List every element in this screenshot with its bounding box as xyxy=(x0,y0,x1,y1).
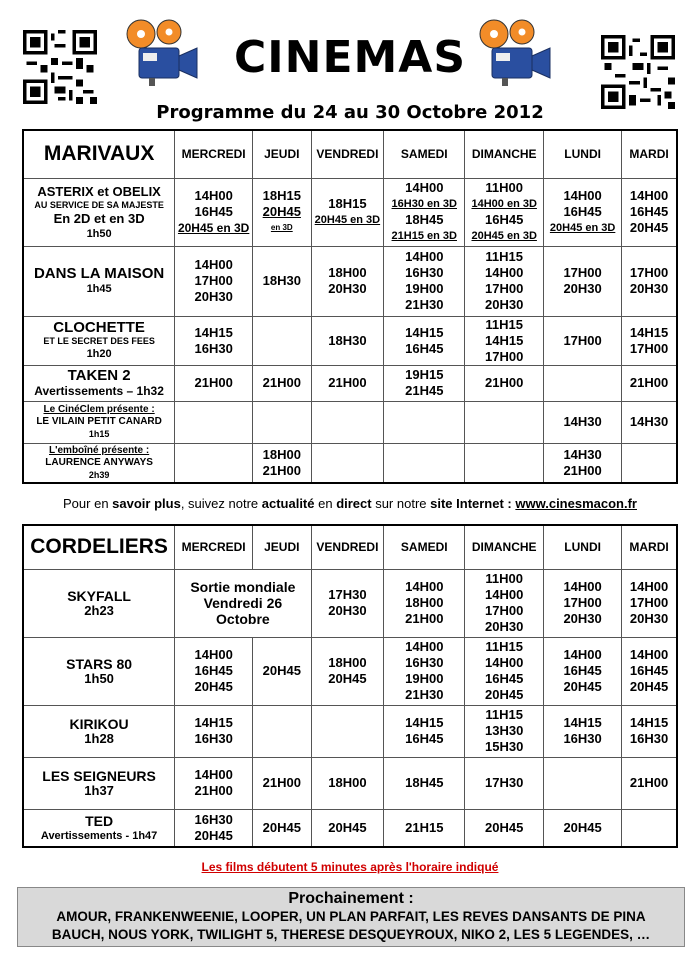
film-duration: 1h45 xyxy=(86,283,112,295)
showtime-cell xyxy=(622,809,677,847)
start-time-notice: Les films débutent 5 minutes après l'horaire indiqué xyxy=(201,860,499,874)
table-row xyxy=(23,757,677,809)
showtime-cell: 14H15 16H45 xyxy=(384,316,465,365)
showtime: 18H15 xyxy=(328,196,367,211)
showtime-cell xyxy=(544,757,622,809)
film-cell xyxy=(23,401,175,443)
table-row xyxy=(23,809,677,847)
day-header: MARDI xyxy=(622,130,677,178)
showtime-cell xyxy=(253,705,311,757)
showtime-cell: 21H00 xyxy=(622,365,677,401)
showtime-cell: 17H30 20H30 xyxy=(311,569,384,637)
info-text: direct xyxy=(336,496,372,511)
showtime-cell: 19H15 21H45 xyxy=(384,365,465,401)
showtime-cell: 17H00 20H30 xyxy=(622,246,677,316)
showtime-cell: 14H15 16H30 xyxy=(544,705,622,757)
cordeliers-schedule-table xyxy=(22,524,678,848)
showtime-cell: 11H15 14H00 16H45 20H45 xyxy=(465,637,544,705)
film-cell xyxy=(23,365,175,401)
day-header: LUNDI xyxy=(544,525,622,569)
showtime: 11H00 xyxy=(485,180,523,195)
showtime-cell: 11H15 14H15 17H00 xyxy=(465,316,544,365)
info-text: , suivez notre xyxy=(180,496,262,511)
film-cell xyxy=(23,809,175,847)
film-cell xyxy=(23,757,175,809)
showtime-cell: 18H00 xyxy=(311,757,384,809)
showtime-cell xyxy=(253,401,311,443)
showtime-cell: 21H00 xyxy=(311,365,384,401)
release-notice: Sortie mondiale Vendredi 26 Octobre xyxy=(175,569,311,637)
showtime-cell: 14H00 17H00 20H30 xyxy=(622,569,677,637)
showtime: 20H45 xyxy=(629,220,669,235)
film-camera-icon xyxy=(125,18,205,88)
upcoming-list-line: AMOUR, FRANKENWEENIE, LOOPER, UN PLAN PARFAIT, LES REVES DANSANTS DE PINA xyxy=(56,909,646,924)
website-info-line xyxy=(0,496,700,511)
film-title: STARS 80 xyxy=(66,656,133,672)
showtime-3d: 14H00 en 3D xyxy=(471,198,537,210)
showtime-cell: 21H00 xyxy=(622,757,677,809)
showtime: 18H15 xyxy=(262,188,301,203)
showtime-cell xyxy=(311,178,384,246)
film-title: KIRIKOU xyxy=(69,716,129,732)
film-title: LES SEIGNEURS xyxy=(42,768,156,784)
table-header-row xyxy=(23,130,677,178)
film-cell xyxy=(23,178,175,246)
showtime-cell: 14H30 xyxy=(622,401,677,443)
showtime-cell: 17H30 xyxy=(465,757,544,809)
film-cell xyxy=(23,316,175,365)
showtime-cell xyxy=(465,401,544,443)
film-duration: 1h50 xyxy=(84,671,114,686)
showtime-cell: 14H00 21H00 xyxy=(175,757,253,809)
film-cell xyxy=(23,569,175,637)
showtime-cell: 18H45 xyxy=(384,757,465,809)
film-duration: 1h20 xyxy=(86,348,112,360)
marivaux-schedule-table xyxy=(22,129,678,484)
table-row xyxy=(23,637,677,705)
table-header-row xyxy=(23,525,677,569)
film-title: LAURENCE ANYWAYS xyxy=(45,456,153,468)
showtime-cell: 20H45 xyxy=(544,809,622,847)
showtime-cell: 11H00 14H00 17H00 20H30 xyxy=(465,569,544,637)
film-duration: 1h28 xyxy=(84,731,114,746)
day-header: JEUDI xyxy=(253,130,311,178)
day-header: SAMEDI xyxy=(384,130,465,178)
showtime-cell: 21H00 xyxy=(465,365,544,401)
qr-code-icon[interactable] xyxy=(23,30,97,104)
day-header: JEUDI xyxy=(253,525,311,569)
day-header: LUNDI xyxy=(544,130,622,178)
showtime-cell: 14H15 16H30 xyxy=(175,705,253,757)
info-text: Pour en xyxy=(63,496,113,511)
showtime-cell xyxy=(465,443,544,483)
showtime-cell: 14H00 16H45 20H45 xyxy=(622,637,677,705)
film-duration: 2h39 xyxy=(88,469,110,480)
showtime-cell: 21H00 xyxy=(253,365,311,401)
day-header: SAMEDI xyxy=(384,525,465,569)
showtime-cell: 18H00 21H00 xyxy=(253,443,311,483)
showtime-cell: 20H45 xyxy=(253,809,311,847)
film-camera-icon xyxy=(478,18,558,88)
showtime-3d: 20H45 xyxy=(262,204,301,219)
film-cell xyxy=(23,246,175,316)
showtime: 16H45 xyxy=(194,204,233,219)
showtime-cell xyxy=(253,316,311,365)
showtime: 16H45 xyxy=(563,204,602,219)
showtime-cell: 17H00 20H30 xyxy=(544,246,622,316)
upcoming-list-line: BAUCH, NOUS YORK, TWILIGHT 5, THERESE DESQUEYROUX, NIKO 2, LES 5 LEGENDES, … xyxy=(51,927,651,942)
film-cell xyxy=(23,637,175,705)
table-row xyxy=(23,705,677,757)
info-text: actualité xyxy=(261,496,315,511)
film-cell xyxy=(23,443,175,483)
film-title: TED xyxy=(85,812,114,829)
film-title: ASTERIX et OBELIX xyxy=(37,183,161,199)
film-duration: 1h50 xyxy=(86,227,112,240)
showtime: 14H00 xyxy=(563,188,602,203)
film-duration: 2h23 xyxy=(84,603,114,618)
showtime-cell: 14H00 16H45 20H45 xyxy=(175,637,253,705)
showtime-cell: 18H00 20H30 xyxy=(311,246,384,316)
showtime: 18H45 xyxy=(405,212,444,227)
showtime-cell: 14H15 16H30 xyxy=(175,316,253,365)
showtime-cell: 18H30 xyxy=(311,316,384,365)
showtime: 14H00 xyxy=(194,188,233,203)
showtime-cell: 21H15 xyxy=(384,809,465,847)
cinema-name: MARIVAUX xyxy=(23,130,175,178)
qr-code-icon[interactable] xyxy=(601,35,675,109)
showtime-cell: 14H15 17H00 xyxy=(622,316,677,365)
film-title: SKYFALL xyxy=(67,588,131,604)
showtime-cell: 16H30 20H45 xyxy=(175,809,253,847)
day-header: MERCREDI xyxy=(175,525,253,569)
showtime-cell xyxy=(253,178,311,246)
film-subtitle: AU SERVICE DE SA MAJESTE xyxy=(34,199,164,210)
day-header: MARDI xyxy=(622,525,677,569)
showtime-3d: 20H45 en 3D xyxy=(177,221,250,235)
showtime-cell xyxy=(384,401,465,443)
info-text: site Internet : xyxy=(430,496,512,511)
showtime-cell xyxy=(622,443,677,483)
showtime-cell xyxy=(384,178,465,246)
film-duration: Avertissements – 1h32 xyxy=(34,384,164,398)
film-presenter: L'emboîné présente : xyxy=(49,444,150,456)
showtime-cell: 20H45 xyxy=(311,809,384,847)
day-header: MERCREDI xyxy=(175,130,253,178)
showtime-cell xyxy=(311,443,384,483)
format-label: en 3D xyxy=(270,223,293,232)
showtime-cell xyxy=(465,178,544,246)
table-row xyxy=(23,365,677,401)
showtime-cell: 14H15 16H45 xyxy=(384,705,465,757)
showtime-cell xyxy=(311,705,384,757)
showtime-cell xyxy=(175,401,253,443)
showtime-cell: 18H00 20H45 xyxy=(311,637,384,705)
showtime-cell xyxy=(311,401,384,443)
day-header: DIMANCHE xyxy=(465,130,544,178)
table-row xyxy=(23,178,677,246)
showtime-cell: 17H00 xyxy=(544,316,622,365)
info-text: savoir plus xyxy=(112,496,181,511)
showtime-cell xyxy=(384,443,465,483)
showtime-cell: 11H15 14H00 17H00 20H30 xyxy=(465,246,544,316)
showtime: 14H00 xyxy=(629,188,669,203)
film-title: TAKEN 2 xyxy=(67,367,131,384)
showtime: 14H00 xyxy=(405,180,444,195)
showtime-cell: 14H00 16H45 20H45 xyxy=(544,637,622,705)
showtime-cell xyxy=(622,178,677,246)
showtime-cell: 18H30 xyxy=(253,246,311,316)
showtime-cell: 21H00 xyxy=(253,757,311,809)
cinema-name: CORDELIERS xyxy=(23,525,175,569)
showtime: 16H45 xyxy=(485,212,524,227)
showtime-cell: 14H00 16H30 19H00 21H30 xyxy=(384,246,465,316)
table-row xyxy=(23,569,677,637)
film-cell xyxy=(23,705,175,757)
showtime-cell: 14H00 18H00 21H00 xyxy=(384,569,465,637)
showtime-cell xyxy=(544,365,622,401)
showtime-cell: 14H15 16H30 xyxy=(622,705,677,757)
page-header xyxy=(0,0,700,125)
film-subtitle: ET LE SECRET DES FEES xyxy=(43,336,155,346)
table-row xyxy=(23,246,677,316)
showtime-cell: 11H15 13H30 15H30 xyxy=(465,705,544,757)
info-text: sur notre xyxy=(371,496,431,511)
table-row xyxy=(23,443,677,483)
film-format: En 2D et en 3D xyxy=(53,210,145,226)
showtime-cell: 14H00 16H30 19H00 21H30 xyxy=(384,637,465,705)
showtime-3d: 20H45 en 3D xyxy=(471,230,537,242)
page-title: CINEMAS xyxy=(233,32,467,83)
showtime-cell: 14H00 17H00 20H30 xyxy=(544,569,622,637)
day-header: VENDREDI xyxy=(311,525,384,569)
film-title: LE VILAIN PETIT CANARD xyxy=(36,416,162,427)
info-text: en xyxy=(314,496,337,511)
showtime-cell xyxy=(544,178,622,246)
film-title: DANS LA MAISON xyxy=(33,265,165,282)
page-subtitle: Programme du 24 au 30 Octobre 2012 xyxy=(156,102,544,123)
table-row xyxy=(23,401,677,443)
table-row xyxy=(23,316,677,365)
showtime-cell: 21H00 xyxy=(175,365,253,401)
showtime-cell: 20H45 xyxy=(465,809,544,847)
showtime-3d: 20H45 en 3D xyxy=(314,214,381,226)
showtime-3d: 20H45 en 3D xyxy=(549,222,616,234)
day-header: DIMANCHE xyxy=(465,525,544,569)
showtime-cell: 14H00 17H00 20H30 xyxy=(175,246,253,316)
showtime-3d: 16H30 en 3D xyxy=(391,198,457,210)
showtime-cell: 14H30 21H00 xyxy=(544,443,622,483)
showtime: 16H45 xyxy=(629,204,669,219)
showtime-3d: 21H15 en 3D xyxy=(391,230,457,242)
showtime-cell: 14H30 xyxy=(544,401,622,443)
website-link[interactable]: www.cinesmacon.fr xyxy=(515,496,637,511)
day-header: VENDREDI xyxy=(311,130,384,178)
upcoming-title: Prochainement : xyxy=(288,890,414,907)
showtime-cell xyxy=(175,443,253,483)
film-title: CLOCHETTE xyxy=(53,319,145,336)
film-duration: 1h37 xyxy=(84,783,114,798)
upcoming-box xyxy=(17,887,685,947)
showtime-cell: 20H45 xyxy=(253,637,311,705)
film-duration: 1h15 xyxy=(88,429,110,439)
film-duration: Avertissements - 1h47 xyxy=(40,829,158,842)
film-presenter: Le CinéClem présente : xyxy=(43,404,155,415)
showtime-cell xyxy=(175,178,253,246)
